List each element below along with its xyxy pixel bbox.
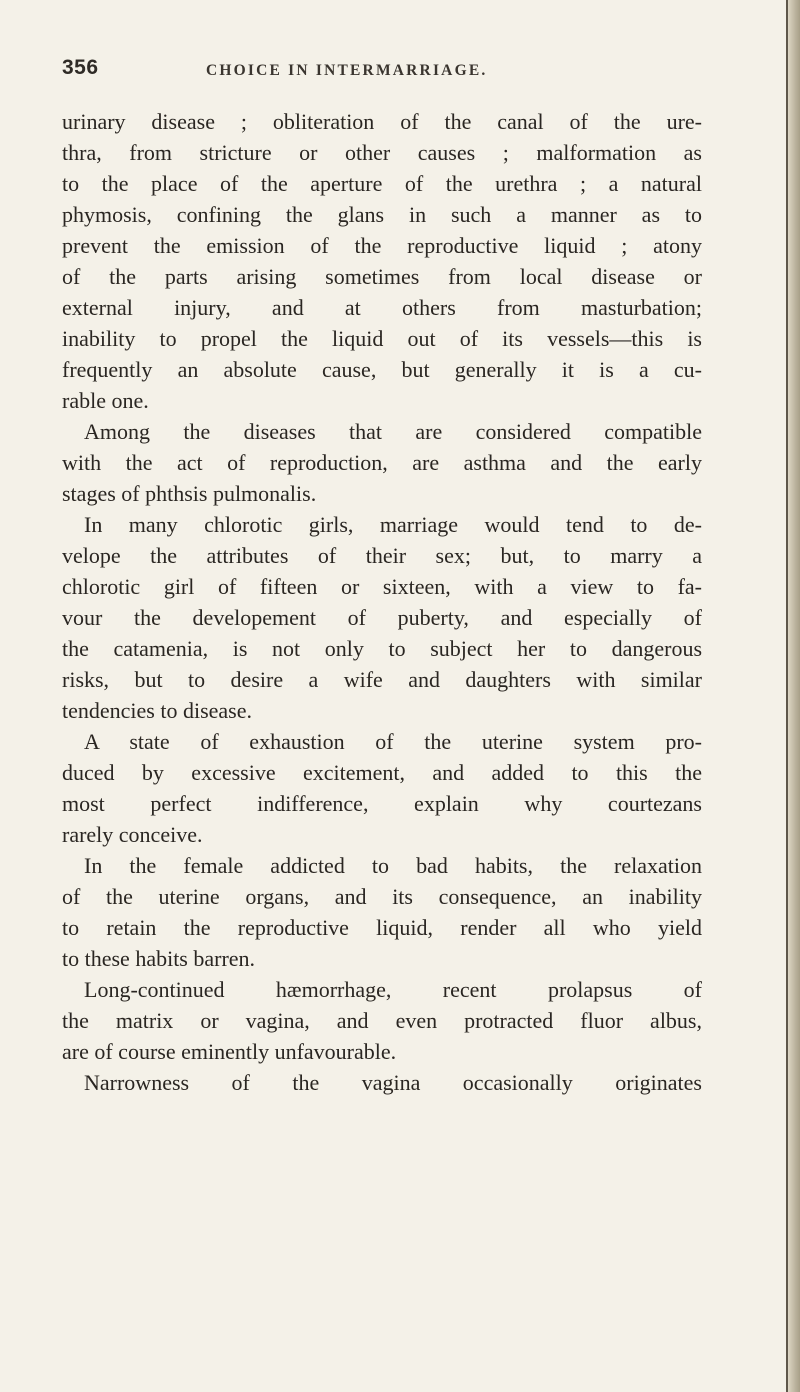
text-line: to these habits barren. <box>62 946 256 971</box>
text-line: In the female addicted to bad habits, the relaxation <box>84 853 702 878</box>
text-line: velope the attributes of their sex; but, to marry a <box>62 543 702 568</box>
text-line: external injury, and at others from masturbation; <box>62 295 702 320</box>
text-line: urinary disease ; obliteration of the canal of the ure- <box>62 109 702 134</box>
text-line: the matrix or vagina, and even protracted fluor albus, <box>62 1008 702 1033</box>
text-line: Long-continued hæmorrhage, recent prolapsus of <box>84 977 702 1002</box>
text-line: thra, from stricture or other causes ; malformation as <box>62 140 702 165</box>
page-number: 356 <box>62 56 99 79</box>
text-line: rable one. <box>62 388 149 413</box>
page-gutter <box>786 0 800 1392</box>
text-line: to the place of the aperture of the urethra ; a natural <box>62 171 702 196</box>
text-line: are of course eminently unfavourable. <box>62 1039 397 1064</box>
text-line: stages of phthsis pulmonalis. <box>62 481 317 506</box>
text-line: Narrowness of the vagina occasionally originates <box>84 1070 702 1095</box>
text-line: A state of exhaustion of the uterine system pro- <box>84 729 702 754</box>
text-line: vour the developement of puberty, and especially of <box>62 605 702 630</box>
text-line: prevent the emission of the reproductive liquid ; atony <box>62 233 702 258</box>
text-line: rarely conceive. <box>62 822 203 847</box>
text-line: of the uterine organs, and its consequence, an inability <box>62 884 702 909</box>
running-head <box>62 56 742 86</box>
text-line: the catamenia, is not only to subject her to dangerous <box>62 636 702 661</box>
gutter-edge <box>786 0 788 1392</box>
running-title: CHOICE IN INTERMARRIAGE. <box>206 62 488 79</box>
text-line: to retain the reproductive liquid, render all who yield <box>62 915 702 940</box>
text-line: most perfect indifference, explain why courtezans <box>62 791 702 816</box>
text-line: inability to propel the liquid out of its vessels—this is <box>62 326 702 351</box>
body-text <box>62 106 702 1098</box>
text-line: risks, but to desire a wife and daughters with similar <box>62 667 702 692</box>
text-line: with the act of reproduction, are asthma and the early <box>62 450 702 475</box>
text-line: of the parts arising sometimes from local disease or <box>62 264 702 289</box>
text-line: chlorotic girl of fifteen or sixteen, with a view to fa- <box>62 574 702 599</box>
text-line: phymosis, confining the glans in such a manner as to <box>62 202 702 227</box>
text-line: Among the diseases that are considered compatible <box>84 419 702 444</box>
text-line: duced by excessive excitement, and added to this the <box>62 760 702 785</box>
text-line: frequently an absolute cause, but generally it is a cu- <box>62 357 702 382</box>
text-line: In many chlorotic girls, marriage would tend to de- <box>84 512 702 537</box>
text-line: tendencies to disease. <box>62 698 252 723</box>
